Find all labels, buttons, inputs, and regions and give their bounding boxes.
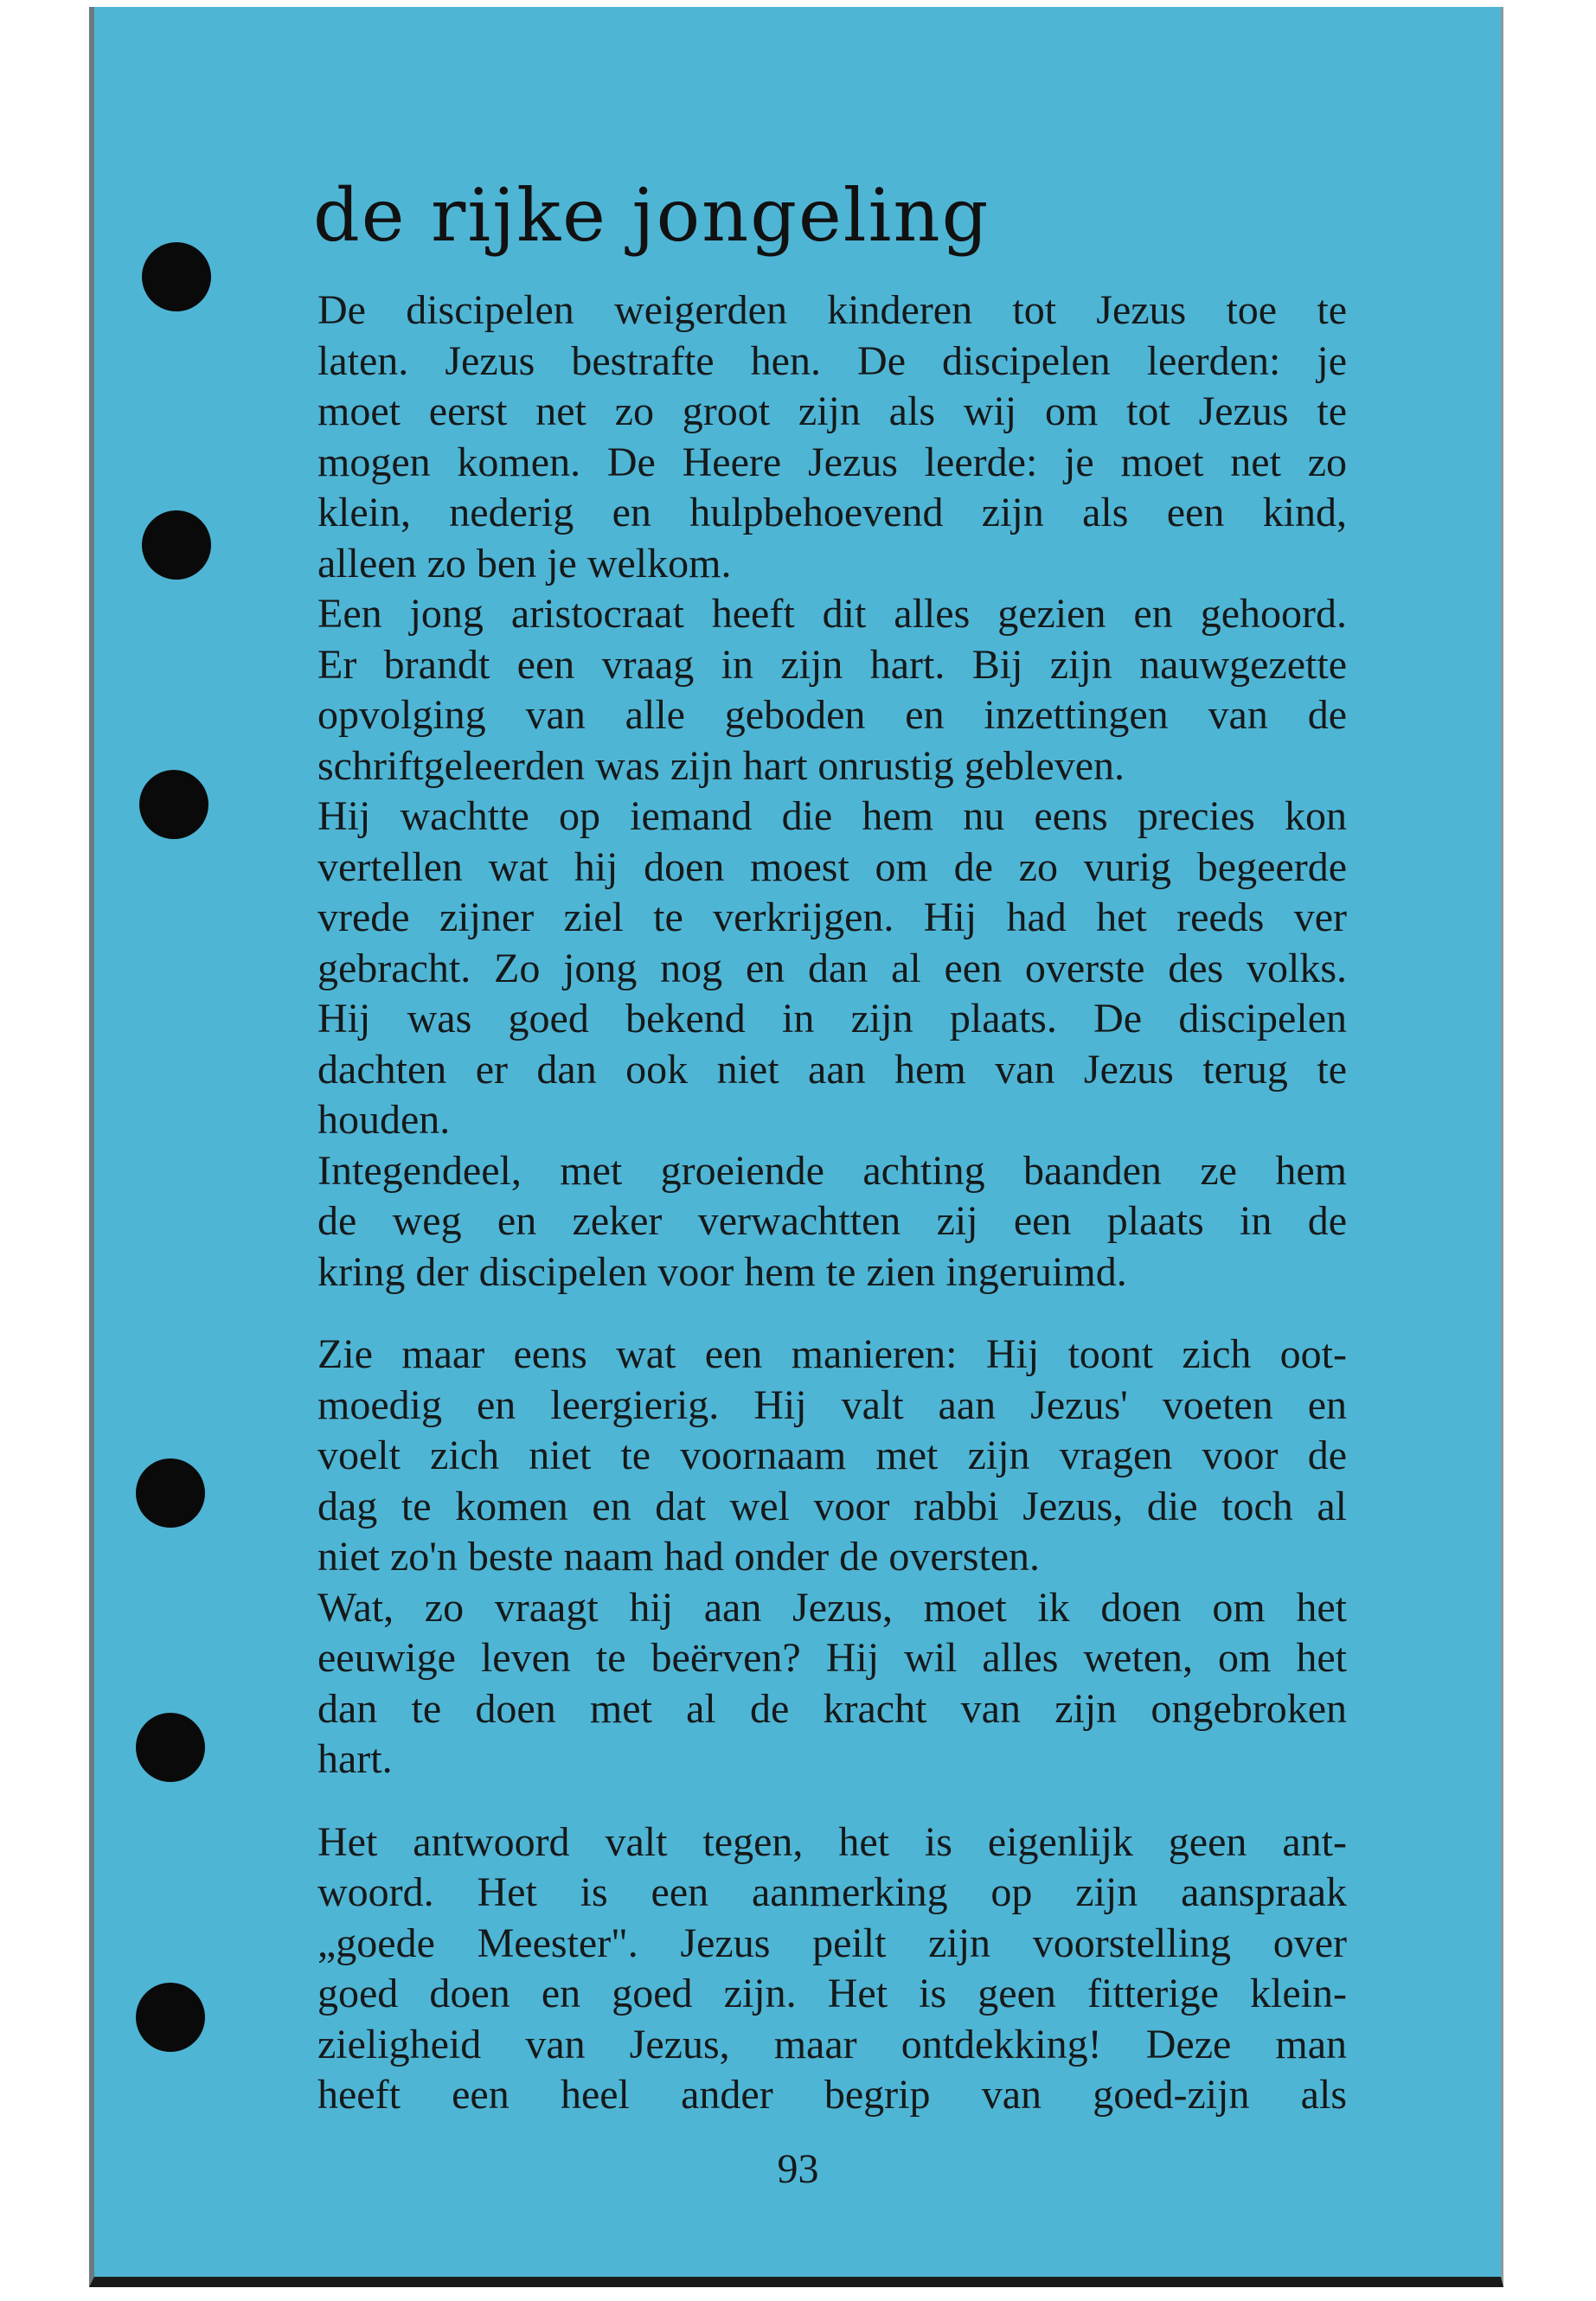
binder-hole-6 — [136, 1983, 205, 2052]
body-text — [317, 285, 1347, 2121]
text-line: schriftgeleerden was zijn hart onrustig gebleven. — [317, 742, 1125, 789]
binder-hole-3 — [139, 770, 208, 839]
text-line: voelt zich niet te voornaam met zijn vragen voor de — [317, 1433, 1347, 1478]
text-line: moedig en leergierig. Hij valt aan Jezus' voeten en — [317, 1381, 1347, 1428]
text-line: vrede zijner ziel te verkrijgen. Hij had het reeds ver — [317, 894, 1347, 940]
text-line: „goede Meester". Jezus peilt zijn voorstelling over — [317, 1920, 1347, 1966]
page-title: de rijke jongeling — [313, 173, 990, 258]
text-line: Hij wachtte op iemand die hem nu eens precies kon — [317, 793, 1347, 839]
text-line: vertellen wat hij doen moest om de zo vurig begeerde — [317, 843, 1347, 890]
text-line: houden. — [317, 1097, 451, 1143]
text-line: hart. — [317, 1736, 393, 1782]
text-line: Hij was goed bekend in zijn plaats. De discipelen — [317, 996, 1347, 1042]
text-line: gebracht. Zo jong nog en dan al een overste des volks. — [317, 945, 1347, 991]
text-line: Wat, zo vraagt hij aan Jezus, moet ik doen om het — [317, 1584, 1347, 1631]
binder-hole-5 — [136, 1713, 205, 1782]
text-line: moet eerst net zo groot zijn als wij om tot Jezus te — [317, 388, 1347, 434]
text-line: heeft een heel ander begrip van goed-zijn als — [317, 2072, 1347, 2118]
text-line: kring der discipelen voor hem te zien ingeruimd. — [317, 1248, 1127, 1295]
text-line: Integendeel, met groeiende achting baanden ze hem — [317, 1147, 1347, 1194]
binder-hole-2 — [142, 510, 211, 580]
text-line: Het antwoord valt tegen, het is eigenlijk geen ant- — [317, 1818, 1347, 1865]
text-line: Zie maar eens wat een manieren: Hij toont zich oot- — [317, 1331, 1347, 1377]
text-line: zieligheid van Jezus, maar ontdekking! Deze man — [317, 2021, 1347, 2067]
text-line: laten. Jezus bestrafte hen. De discipelen leerden: je — [317, 337, 1347, 384]
text-line: dachten er dan ook niet aan hem van Jezus terug te — [317, 1046, 1347, 1093]
page-number: 93 — [777, 2146, 819, 2192]
text-line: opvolging van alle geboden en inzettingen van de — [317, 692, 1347, 738]
text-line: de weg en zeker verwachtten zij een plaats in de — [317, 1198, 1347, 1244]
text-line: mogen komen. De Heere Jezus leerde: je moet net zo — [317, 439, 1347, 485]
text-line: dan te doen met al de kracht van zijn ongebroken — [317, 1685, 1347, 1732]
text-line: niet zo'n beste naam had onder de oversten. — [317, 1534, 1041, 1580]
text-line: woord. Het is een aanmerking op zijn aanspraak — [317, 1869, 1347, 1915]
text-line: eeuwige leven te beërven? Hij wil alles weten, om het — [317, 1635, 1347, 1681]
text-line: dag te komen en dat wel voor rabbi Jezus, die toch al — [317, 1483, 1347, 1529]
binder-hole-1 — [142, 242, 211, 311]
text-line: De discipelen weigerden kinderen tot Jezus toe te — [317, 287, 1347, 333]
text-line: klein, nederig en hulpbehoevend zijn als een kind, — [317, 490, 1347, 535]
text-line: Een jong aristocraat heeft dit alles gezien en gehoord. — [317, 591, 1347, 637]
binder-hole-4 — [136, 1458, 205, 1528]
text-line: Er brandt een vraag in zijn hart. Bij zijn nauwgezette — [317, 641, 1347, 688]
text-line: goed doen en goed zijn. Het is geen fitterige klein- — [317, 1971, 1347, 2016]
text-line: alleen zo ben je welkom. — [317, 540, 732, 586]
